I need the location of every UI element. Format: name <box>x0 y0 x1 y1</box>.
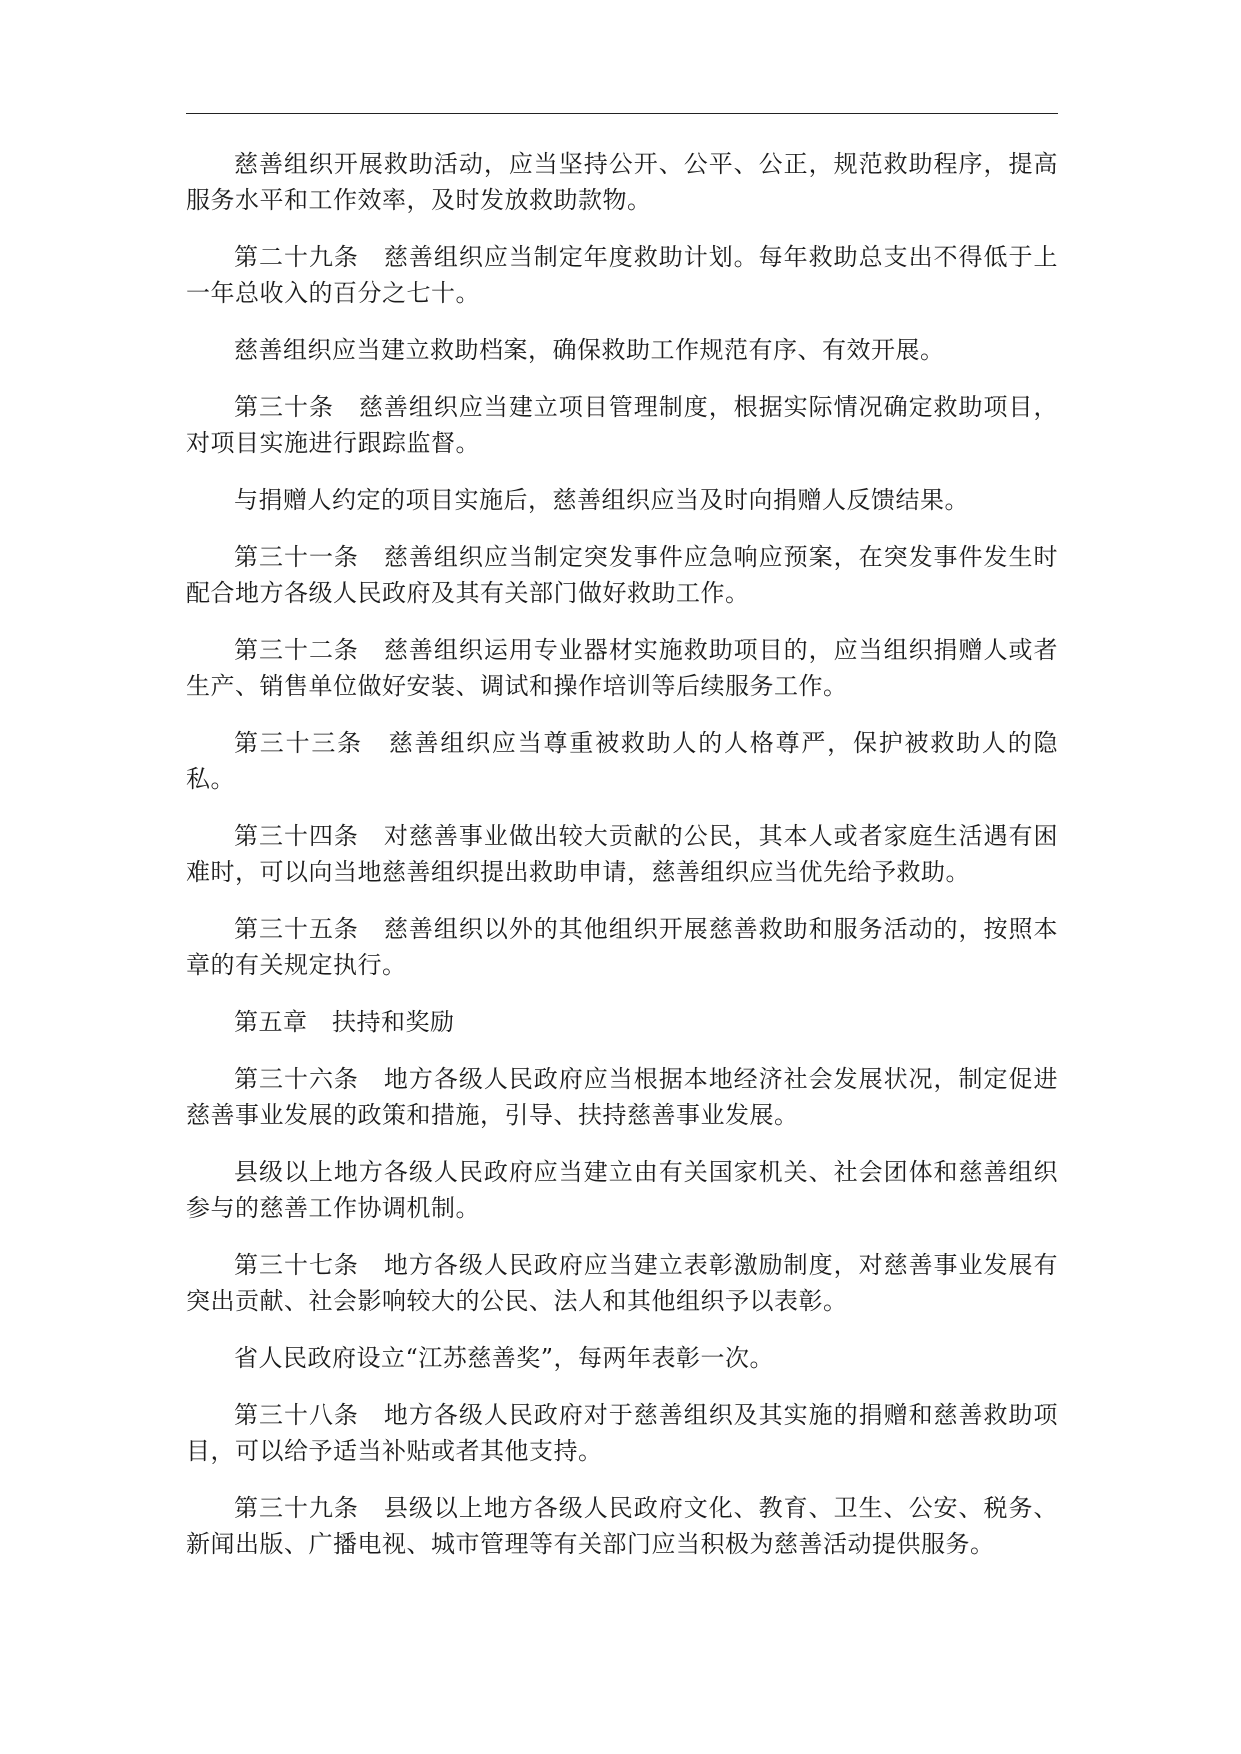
paragraph: 与捐赠人约定的项目实施后，慈善组织应当及时向捐赠人反馈结果。 <box>234 486 969 514</box>
paragraph-article-36: 第三十六条 地方各级人民政府应当根据本地经济社会发展状况，制定促进慈善事业发展的政策和措施，引导、扶持慈善事业发展。 <box>186 1065 1058 1129</box>
paragraph: 慈善组织应当建立救助档案，确保救助工作规范有序、有效开展。 <box>234 336 945 364</box>
paragraph-article-34: 第三十四条 对慈善事业做出较大贡献的公民，其本人或者家庭生活遇有困难时，可以向当地慈善组织提出救助申请，慈善组织应当优先给予救助。 <box>186 822 1058 886</box>
paragraph-article-39: 第三十九条 县级以上地方各级人民政府文化、教育、卫生、公安、税务、新闻出版、广播电视、城市管理等有关部门应当积极为慈善活动提供服务。 <box>186 1494 1058 1558</box>
paragraph-article-35: 第三十五条 慈善组织以外的其他组织开展慈善救助和服务活动的，按照本章的有关规定执行。 <box>186 915 1058 979</box>
paragraph: 县级以上地方各级人民政府应当建立由有关国家机关、社会团体和慈善组织参与的慈善工作协调机制。 <box>186 1158 1058 1222</box>
paragraph-article-31: 第三十一条 慈善组织应当制定突发事件应急响应预案，在突发事件发生时配合地方各级人民政府及其有关部门做好救助工作。 <box>186 543 1058 607</box>
document-body <box>186 146 1058 1583</box>
paragraph-article-30: 第三十条 慈善组织应当建立项目管理制度，根据实际情况确定救助项目，对项目实施进行跟踪监督。 <box>186 393 1058 457</box>
paragraph-article-37: 第三十七条 地方各级人民政府应当建立表彰激励制度，对慈善事业发展有突出贡献、社会影响较大的公民、法人和其他组织予以表彰。 <box>186 1251 1058 1315</box>
paragraph: 慈善组织开展救助活动，应当坚持公开、公平、公正，规范救助程序，提高服务水平和工作效率，及时发放救助款物。 <box>186 150 1058 214</box>
paragraph-article-32: 第三十二条 慈善组织运用专业器材实施救助项目的，应当组织捐赠人或者生产、销售单位做好安装、调试和操作培训等后续服务工作。 <box>186 636 1058 700</box>
paragraph: 省人民政府设立“江苏慈善奖”，每两年表彰一次。 <box>234 1344 775 1372</box>
paragraph-article-38: 第三十八条 地方各级人民政府对于慈善组织及其实施的捐赠和慈善救助项目，可以给予适当补贴或者其他支持。 <box>186 1401 1058 1465</box>
paragraph-article-33: 第三十三条 慈善组织应当尊重被救助人的人格尊严，保护被救助人的隐私。 <box>186 729 1058 793</box>
header-rule <box>186 113 1058 114</box>
paragraph-article-29: 第二十九条 慈善组织应当制定年度救助计划。每年救助总支出不得低于上一年总收入的百分之七十。 <box>186 243 1058 307</box>
chapter-heading: 第五章 扶持和奖励 <box>234 1008 455 1036</box>
